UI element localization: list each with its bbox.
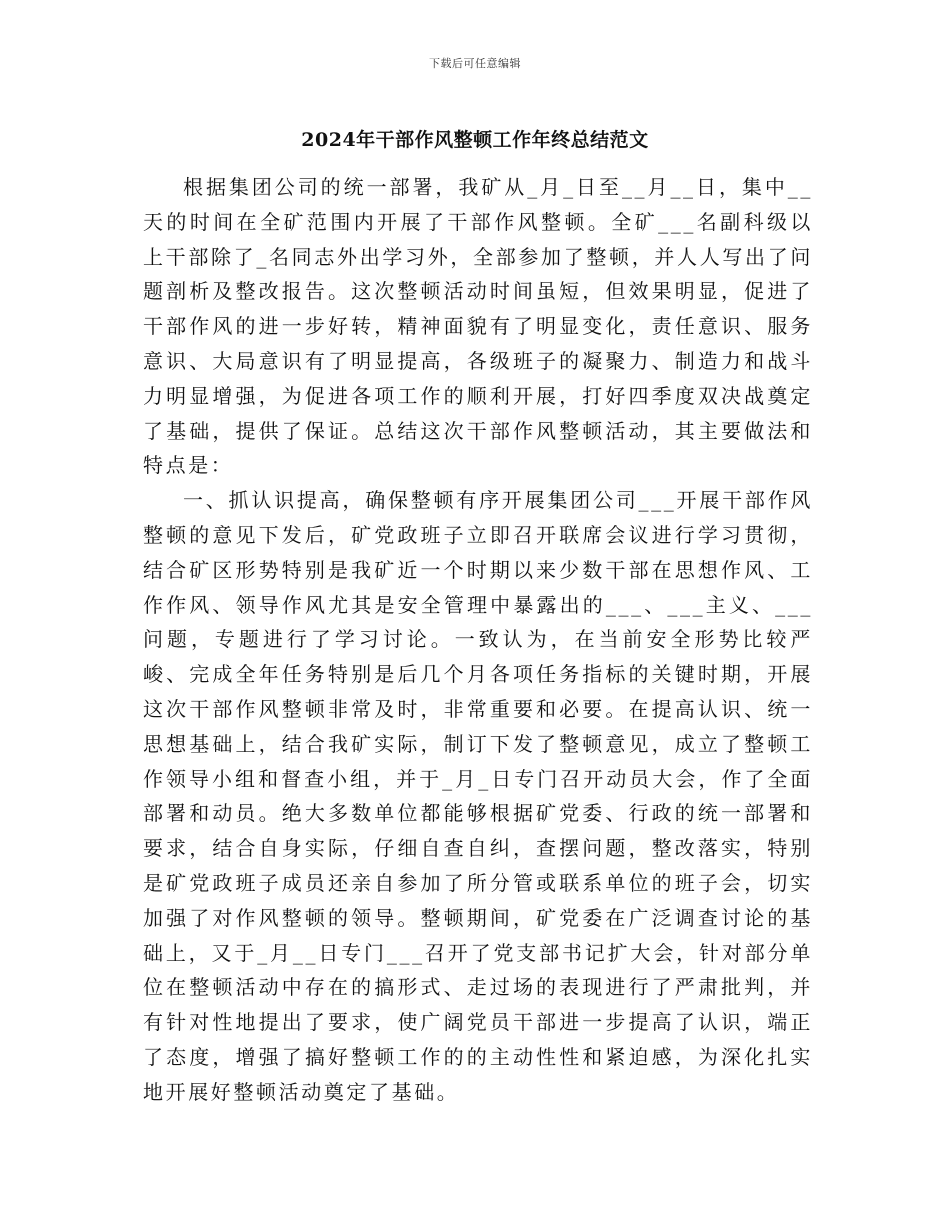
document-body [143, 170, 813, 1110]
document-title: 2024年干部作风整顿工作年终总结范文 [301, 129, 649, 151]
header-note: 下载后可任意编辑 [429, 57, 521, 70]
paragraph-intro: 根据集团公司的统一部署，我矿从_月_日至__月__日，集中__天的时间在全矿范围内开展了干部作风整顿。全矿___名副科级以上干部除了_名同志外出学习外，全部参加了整顿，并人人写出了问题剖析及整改报告。这次整顿活动时间虽短，但效果明显，促进了干部作风的进一步好转，精神面貌有了明显变化，责任意识、服务意识、大局意识有了明显提高，各级班子的凝聚力、制造力和战斗力明显增强，为促进各项工作的顺利开展，打好四季度双决战奠定了基础，提供了保证。总结这次干部作风整顿活动，其主要做法和特点是： [143, 175, 813, 478]
paragraph-section-1: 一、抓认识提高，确保整顿有序开展集团公司___开展干部作风整顿的意见下发后，矿党政班子立即召开联席会议进行学习贯彻，结合矿区形势特别是我矿近一个时期以来少数干部在思想作风、工作作风、领导作风尤其是安全管理中暴露出的___、___主义、___问题，专题进行了学习讨论。一致认为，在当前安全形势比较严峻、完成全年任务特别是后几个月各项任务指标的关键时期，开展这次干部作风整顿非常及时，非常重要和必要。在提高认识、统一思想基础上，结合我矿实际，制订下发了整顿意见，成立了整顿工作领导小组和督查小组，并于_月_日专门召开动员大会，作了全面部署和动员。绝大多数单位都能够根据矿党委、行政的统一部署和要求，结合自身实际，仔细自查自纠，查摆问题，整改落实，特别是矿党政班子成员还亲自参加了所分管或联系单位的班子会，切实加强了对作风整顿的领导。整顿期间，矿党委在广泛调查讨论的基础上，又于_月__日专门___召开了党支部书记扩大会，针对部分单位在整顿活动中存在的搞形式、走过场的表现进行了严肃批判，并有针对性地提出了要求，使广阔党员干部进一步提高了认识，端正了态度，增强了搞好整顿工作的的主动性性和紧迫感，为深化扎实地开展好整顿活动奠定了基础。 [143, 488, 813, 1104]
